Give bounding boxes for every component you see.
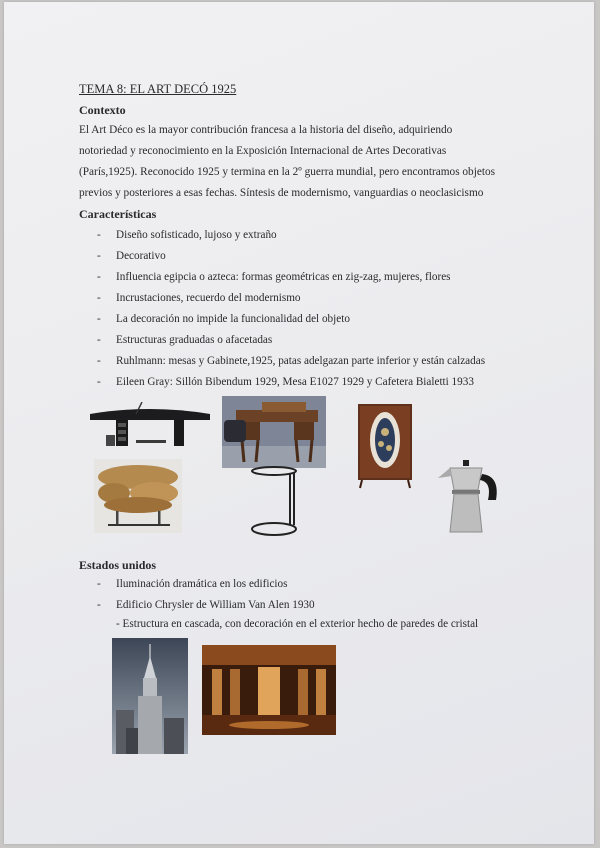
estados-unidos-list — [97, 574, 315, 616]
list-item: - Ruhlmann: mesas y Gabinete,1925, patas adelgazan parte inferior y están calzadas — [97, 351, 485, 372]
list-item: - Influencia egipcia o azteca: formas geométricas en zig-zag, mujeres, flores — [97, 267, 485, 288]
chrysler-sub-item: - Estructura en cascada, con decoración en el exterior hecho de paredes de cristal — [116, 618, 479, 630]
contexto-line: El Art Déco es la mayor contribución francesa a la historia del diseño, adquiriendo — [79, 124, 453, 136]
list-item: - Decorativo — [97, 246, 485, 267]
bibendum-chair-photo — [94, 459, 182, 533]
chrysler-building-photo — [112, 638, 188, 754]
ruhlmann-desk-photo — [222, 396, 326, 468]
list-item: - Eileen Gray: Sillón Bibendum 1929, Mesa E1027 1929 y Cafetera Bialetti 1933 — [97, 372, 485, 393]
contexto-heading: Contexto — [79, 103, 126, 117]
list-item: - Estructuras graduadas o afacetadas — [97, 330, 485, 351]
contexto-paragraph — [79, 120, 519, 204]
caracteristicas-heading: Características — [79, 207, 157, 221]
contexto-line: previos y posteriores a esas fechas. Síntesis de modernismo, vanguardias o neoclasicismo — [79, 187, 484, 199]
estados-unidos-heading: Estados unidos — [79, 558, 157, 572]
list-item: - La decoración no impide la funcionalidad del objeto — [97, 309, 485, 330]
desk-photo — [86, 402, 214, 452]
interior-lighting-photo — [202, 645, 336, 735]
caracteristicas-list — [97, 225, 485, 393]
e1027-table-photo — [246, 465, 302, 541]
cabinet-photo — [354, 402, 416, 490]
list-item: - Edificio Chrysler de William Van Alen 1930 — [97, 595, 315, 616]
contexto-line: (París,1925). Reconocido 1925 y termina en la 2º guerra mundial, pero encontramos objetos — [79, 166, 496, 178]
list-item: - Incrustaciones, recuerdo del modernismo — [97, 288, 485, 309]
bialetti-coffee-maker-photo — [430, 460, 506, 538]
list-item: - Diseño sofisticado, lujoso y extraño — [97, 225, 485, 246]
contexto-line: notoriedad y reconocimiento en la Exposición Internacional de Artes Decorativas — [79, 145, 447, 157]
page-title: TEMA 8: EL ART DECÓ 1925 — [79, 82, 237, 96]
document-page — [4, 2, 594, 844]
list-item: - Iluminación dramática en los edificios — [97, 574, 315, 595]
